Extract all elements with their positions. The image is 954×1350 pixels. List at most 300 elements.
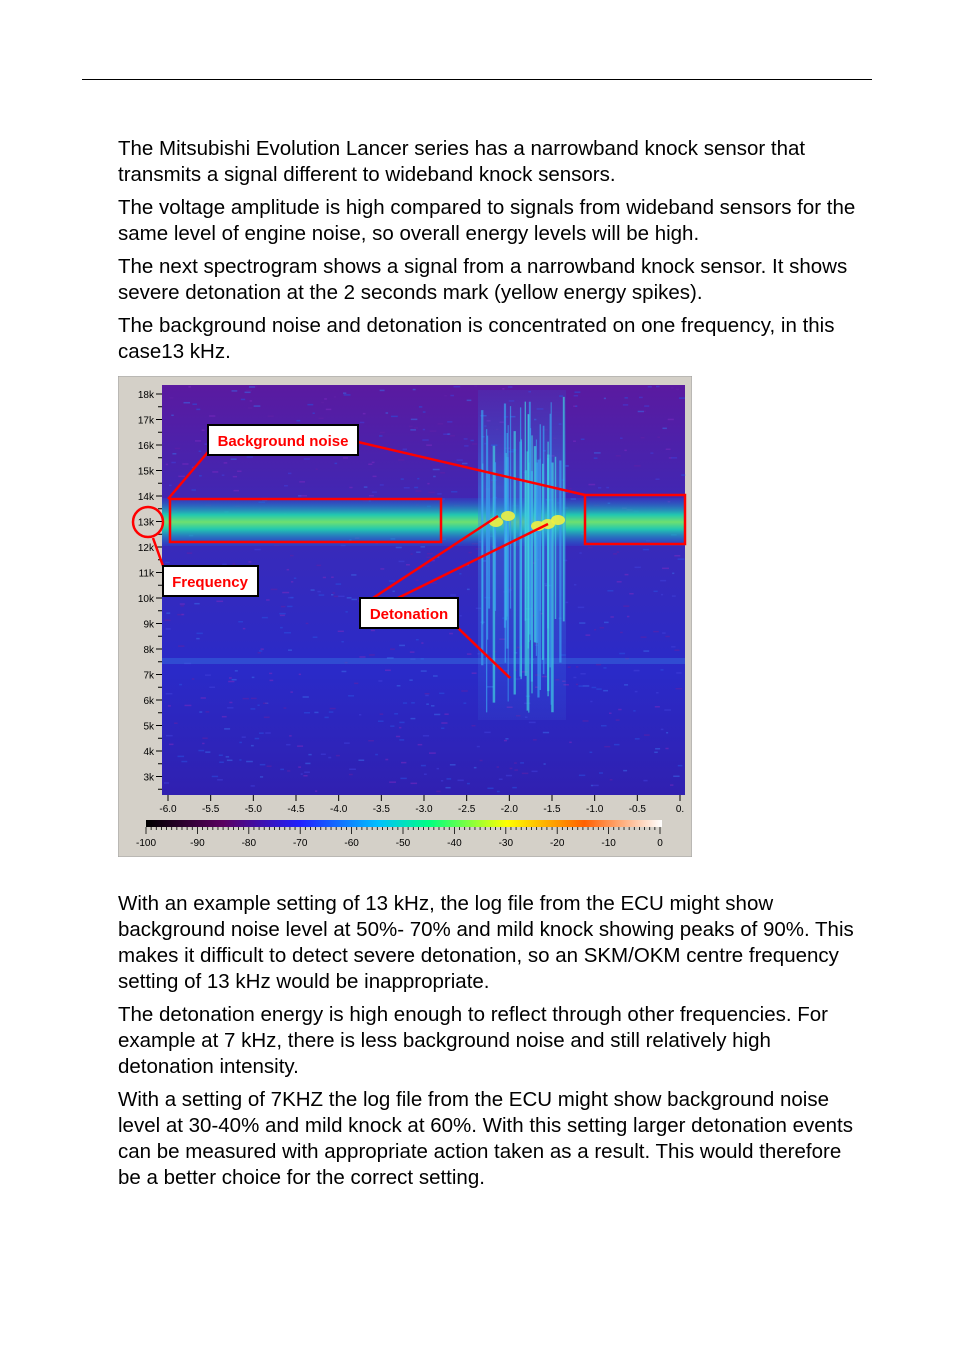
noise-speck [358, 760, 364, 762]
noise-speck [175, 448, 181, 450]
noise-speck [643, 650, 649, 652]
noise-speck [378, 720, 383, 722]
noise-speck [620, 632, 623, 634]
noise-speck [421, 765, 426, 767]
noise-speck [574, 584, 576, 586]
noise-speck [474, 767, 477, 769]
noise-speck [385, 759, 388, 761]
noise-speck [423, 429, 425, 431]
noise-speck [226, 756, 229, 758]
noise-speck [181, 761, 187, 763]
noise-speck [447, 421, 452, 423]
noise-speck [231, 458, 237, 460]
noise-speck [480, 760, 483, 762]
noise-speck [437, 768, 439, 770]
noise-speck [291, 581, 293, 583]
noise-speck [666, 448, 671, 450]
noise-speck [654, 591, 658, 593]
noise-speck [334, 596, 339, 598]
x-tick-label: -6.0 [159, 804, 177, 815]
noise-speck [192, 403, 197, 405]
noise-speck [662, 632, 666, 634]
noise-speck [307, 404, 313, 406]
noise-speck [328, 757, 331, 759]
noise-speck [604, 746, 610, 748]
noise-speck [254, 405, 261, 407]
x-tick-label: -1.5 [543, 804, 561, 815]
noise-speck [410, 429, 416, 431]
noise-speck [433, 469, 440, 471]
noise-speck [598, 487, 601, 489]
noise-speck [301, 773, 303, 775]
noise-speck [591, 785, 593, 787]
noise-speck [665, 748, 668, 750]
noise-speck [410, 718, 415, 720]
noise-speck [497, 791, 500, 793]
noise-speck [457, 459, 463, 461]
noise-speck [616, 719, 620, 721]
noise-speck [644, 405, 649, 407]
noise-speck [232, 679, 237, 681]
noise-speck [426, 703, 429, 705]
noise-speck [467, 400, 472, 402]
noise-speck [624, 684, 628, 686]
noise-speck [604, 622, 609, 624]
noise-speck [235, 670, 238, 672]
noise-speck [650, 452, 653, 454]
noise-speck [447, 778, 452, 780]
noise-speck [471, 725, 475, 727]
noise-speck [400, 778, 406, 780]
noise-speck [502, 388, 504, 390]
noise-speck [447, 433, 450, 435]
noise-speck [643, 780, 647, 782]
noise-speck [343, 457, 348, 459]
noise-speck [321, 754, 326, 756]
y-tick-label: 3k [143, 772, 154, 784]
noise-speck [299, 481, 305, 483]
y-tick-label: 7k [143, 670, 154, 682]
noise-speck [243, 698, 249, 700]
noise-speck [219, 755, 223, 757]
noise-speck [671, 646, 675, 648]
noise-speck [599, 772, 603, 774]
noise-speck [259, 732, 264, 734]
noise-speck [404, 487, 410, 489]
noise-speck [380, 432, 385, 434]
noise-speck [287, 569, 289, 571]
scale-tick-label: -20 [549, 838, 565, 849]
noise-speck [416, 639, 419, 641]
noise-speck [363, 413, 366, 415]
noise-speck [219, 762, 224, 764]
x-tick-label: -2.0 [500, 804, 518, 815]
noise-speck [575, 405, 577, 407]
noise-speck [625, 574, 629, 576]
noise-speck [217, 779, 223, 781]
noise-speck [289, 735, 291, 737]
noise-speck [372, 462, 375, 464]
noise-speck [431, 705, 434, 707]
noise-speck [306, 623, 309, 625]
color-scale [146, 820, 662, 827]
noise-speck [504, 740, 507, 742]
noise-speck [426, 556, 430, 558]
noise-speck [371, 630, 375, 632]
noise-speck [338, 631, 344, 633]
noise-speck [487, 788, 493, 790]
noise-speck [284, 707, 287, 709]
noise-speck [416, 551, 420, 553]
noise-speck [166, 464, 168, 466]
scale-tick-label: -60 [344, 838, 359, 849]
noise-speck [239, 742, 242, 744]
noise-speck [618, 709, 621, 711]
scale-tick-label: -40 [447, 838, 462, 849]
noise-speck [613, 553, 617, 555]
paragraph-6: The detonation energy is high enough to reflect through other frequencies. For example at 7 kHz, there is less background noise and still relatively high detonation intensity. [118, 1003, 828, 1078]
noise-speck [263, 703, 268, 705]
noise-speck [178, 476, 185, 478]
noise-speck [619, 653, 625, 655]
noise-speck [329, 711, 333, 713]
noise-speck [661, 729, 664, 731]
noise-speck [375, 754, 378, 756]
scale-tick-label: -10 [601, 838, 616, 849]
noise-speck [396, 736, 400, 738]
noise-speck [166, 628, 171, 630]
noise-speck [445, 787, 450, 789]
noise-speck [166, 693, 173, 695]
noise-speck [222, 716, 227, 718]
noise-speck [196, 409, 200, 411]
noise-speck [184, 402, 191, 404]
noise-speck [259, 650, 262, 652]
noise-speck [451, 491, 457, 493]
y-tick-label: 15k [137, 466, 154, 478]
noise-speck [430, 430, 437, 432]
label-detonation [360, 598, 458, 628]
noise-speck [423, 411, 426, 413]
x-tick-label: -5.0 [244, 804, 262, 815]
noise-speck [670, 784, 673, 786]
noise-speck [390, 648, 395, 650]
noise-speck [674, 650, 679, 652]
noise-speck [441, 780, 443, 782]
noise-speck [397, 685, 401, 687]
noise-speck [270, 680, 274, 682]
noise-speck [313, 636, 318, 638]
noise-speck [205, 674, 211, 676]
noise-speck [579, 622, 585, 624]
noise-speck [177, 756, 184, 758]
noise-speck [574, 395, 578, 397]
noise-speck [411, 702, 415, 704]
noise-speck [411, 553, 413, 555]
noise-speck [179, 684, 182, 686]
noise-speck [457, 780, 463, 782]
noise-speck [522, 773, 528, 775]
noise-speck [656, 479, 660, 481]
noise-speck [319, 594, 325, 596]
noise-speck [506, 775, 512, 777]
noise-speck [299, 674, 301, 676]
noise-speck [679, 397, 685, 399]
noise-speck [364, 486, 368, 488]
noise-speck [422, 439, 428, 440]
noise-speck [298, 766, 301, 768]
noise-speck [287, 606, 292, 608]
noise-speck [623, 770, 627, 772]
noise-speck [398, 459, 404, 461]
noise-speck [261, 648, 264, 650]
noise-speck [260, 776, 263, 778]
noise-speck [505, 738, 508, 740]
noise-speck [627, 616, 629, 618]
noise-speck [232, 390, 238, 392]
noise-speck [583, 720, 589, 722]
noise-speck [336, 755, 340, 757]
noise-speck [248, 561, 251, 563]
paragraph-5: With an example setting of 13 kHz, the log file from the ECU might show background noise level at 50%- 70% and mild knock showing peaks of 90%. This makes it difficult to detect severe detonation, so an SKM/OKM centre frequency setting of 13 kHz would be inappropriate. [118, 892, 854, 993]
noise-speck [288, 649, 292, 651]
noise-speck [255, 738, 259, 740]
noise-speck [234, 490, 239, 492]
noise-speck [201, 697, 206, 699]
noise-speck [623, 404, 628, 406]
noise-speck [247, 456, 253, 458]
noise-speck [441, 722, 447, 724]
noise-speck [321, 402, 324, 404]
scale-tick-label: -50 [395, 838, 411, 849]
noise-speck [421, 642, 423, 644]
noise-speck [672, 595, 676, 597]
noise-speck [425, 695, 428, 697]
noise-speck [192, 678, 195, 680]
noise-speck [172, 453, 176, 455]
scale-tick-label: -80 [241, 838, 257, 849]
noise-speck [304, 712, 310, 714]
noise-speck [288, 473, 291, 475]
noise-speck [423, 735, 429, 737]
noise-speck [349, 769, 356, 771]
noise-speck [461, 690, 468, 692]
noise-speck [280, 627, 283, 629]
noise-speck [681, 474, 685, 476]
noise-speck [368, 463, 372, 465]
noise-speck [222, 474, 225, 476]
y-tick-label: 8k [143, 645, 154, 656]
noise-speck [678, 765, 683, 767]
noise-speck [281, 606, 286, 608]
noise-speck [460, 615, 462, 617]
noise-speck [252, 677, 255, 679]
noise-speck [623, 605, 629, 607]
noise-speck [617, 581, 622, 583]
noise-speck [574, 391, 580, 393]
y-tick-label: 5k [143, 721, 154, 733]
noise-speck [403, 449, 407, 451]
x-tick-label: -0.5 [628, 804, 646, 815]
noise-speck [444, 395, 447, 397]
noise-speck [342, 671, 347, 673]
spectrogram-svg [118, 376, 692, 857]
y-tick-label: 18k [137, 390, 154, 401]
noise-speck [672, 573, 674, 575]
noise-speck [467, 589, 470, 591]
noise-speck [580, 673, 585, 675]
noise-speck [635, 567, 641, 569]
noise-speck [470, 440, 473, 442]
noise-speck [399, 727, 401, 729]
noise-speck [233, 476, 237, 478]
noise-speck [544, 763, 546, 765]
noise-speck [441, 728, 444, 730]
noise-speck [639, 397, 643, 399]
noise-speck [290, 555, 293, 557]
noise-speck [246, 390, 252, 392]
noise-speck [178, 645, 184, 647]
noise-speck [335, 463, 338, 465]
noise-speck [653, 631, 659, 633]
noise-speck [596, 664, 601, 666]
noise-speck [368, 740, 374, 742]
noise-speck [431, 583, 437, 585]
noise-speck [543, 732, 549, 734]
noise-speck [305, 763, 310, 765]
noise-speck [251, 745, 254, 747]
noise-speck [450, 395, 454, 397]
noise-speck [610, 779, 613, 781]
noise-speck [372, 491, 377, 493]
noise-speck [331, 594, 333, 596]
noise-speck [394, 713, 398, 715]
noise-speck [258, 652, 261, 654]
noise-speck [421, 670, 427, 672]
noise-speck [238, 621, 243, 623]
x-tick-label: -3.0 [415, 804, 433, 815]
x-tick-label: -1.0 [586, 804, 604, 815]
x-tick-label: -2.5 [458, 804, 476, 815]
noise-speck [396, 547, 402, 549]
noise-speck [417, 478, 419, 480]
noise-speck [228, 681, 234, 683]
noise-speck [467, 653, 471, 655]
noise-speck [434, 714, 440, 716]
scale-tick-label: 0 [657, 838, 663, 849]
noise-speck [369, 654, 375, 656]
x-tick-label: -4.0 [330, 804, 348, 815]
noise-speck [354, 683, 358, 685]
noise-speck [644, 411, 646, 413]
noise-speck [462, 463, 468, 465]
noise-speck [255, 386, 257, 388]
noise-speck [437, 423, 443, 425]
noise-speck [232, 563, 235, 565]
noise-speck [169, 397, 173, 399]
noise-speck [250, 708, 255, 710]
noise-speck [674, 555, 680, 557]
noise-speck [593, 785, 599, 787]
noise-speck [569, 488, 572, 490]
noise-speck [648, 386, 652, 388]
noise-speck [344, 394, 351, 396]
noise-speck [345, 611, 347, 613]
noise-speck [497, 766, 499, 768]
background-noise-label-text: Background noise [217, 433, 349, 450]
noise-speck [349, 774, 353, 776]
noise-speck [654, 752, 658, 754]
y-tick-label: 4k [143, 747, 154, 758]
noise-speck [610, 616, 613, 618]
noise-speck [484, 732, 490, 734]
noise-speck [676, 688, 683, 690]
noise-speck [242, 736, 246, 738]
noise-speck [399, 739, 404, 741]
noise-speck [592, 687, 597, 689]
noise-speck [472, 672, 477, 674]
noise-speck [399, 561, 405, 563]
noise-speck [164, 782, 169, 784]
noise-speck [229, 677, 232, 679]
noise-speck [359, 656, 365, 658]
noise-speck [576, 684, 578, 686]
noise-speck [426, 444, 432, 446]
noise-speck [280, 615, 285, 617]
noise-speck [204, 443, 207, 445]
noise-speck [673, 776, 679, 778]
noise-speck [196, 633, 202, 635]
noise-speck [508, 386, 512, 388]
noise-speck [369, 495, 374, 497]
noise-speck [586, 634, 591, 636]
noise-speck [380, 713, 384, 715]
noise-speck [399, 645, 405, 647]
noise-speck [410, 651, 415, 653]
noise-speck [601, 725, 607, 727]
y-tick-label: 13k [137, 517, 154, 529]
noise-speck [590, 701, 592, 703]
noise-speck [282, 592, 289, 594]
noise-speck [620, 437, 623, 439]
noise-speck [638, 411, 644, 413]
noise-speck [532, 771, 538, 773]
noise-speck [499, 778, 503, 780]
noise-speck [656, 386, 660, 388]
noise-speck [389, 781, 396, 783]
noise-speck [212, 471, 218, 473]
noise-speck [533, 739, 537, 741]
noise-speck [171, 415, 173, 417]
noise-speck [390, 725, 394, 727]
noise-speck [249, 386, 255, 388]
noise-speck [317, 591, 320, 593]
noise-speck [280, 769, 284, 771]
noise-speck [216, 601, 223, 603]
noise-speck [168, 705, 171, 707]
noise-speck [671, 457, 677, 459]
noise-speck [330, 708, 336, 710]
noise-speck [449, 633, 453, 635]
noise-speck [303, 696, 309, 698]
noise-speck [676, 389, 679, 391]
noise-speck [578, 607, 584, 609]
detonation-label-text: Detonation [369, 606, 449, 623]
noise-speck [656, 692, 658, 694]
noise-speck [180, 605, 184, 607]
noise-speck [224, 728, 230, 730]
noise-speck [529, 722, 536, 724]
